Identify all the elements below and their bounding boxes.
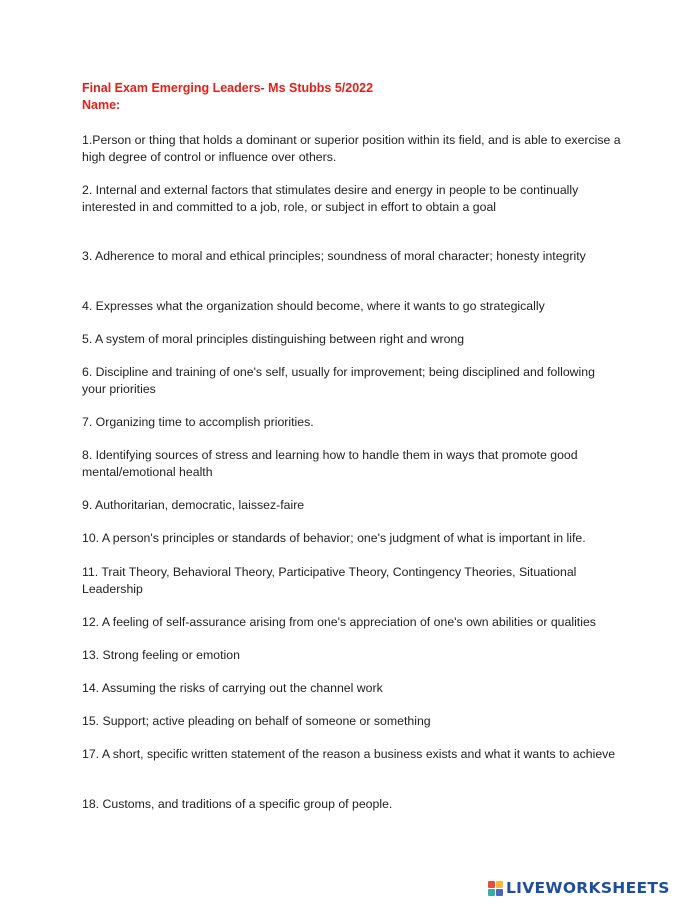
logo-square-e	[496, 889, 503, 896]
worksheet-title: Final Exam Emerging Leaders- Ms Stubbs 5/2022	[82, 81, 374, 95]
logo-square-l	[488, 881, 495, 888]
worksheet-header	[82, 80, 373, 114]
question-14: 14. Assuming the risks of carrying out the channel work	[82, 681, 383, 695]
question-2: 2. Internal and external factors that stimulates desire and energy in people to be continually interested in and committed to a job, role, or subject in effort to obtain a goal	[82, 183, 579, 214]
logo-square-i	[496, 881, 503, 888]
question-15: 15. Support; active pleading on behalf of someone or something	[82, 714, 431, 728]
question-5: 5. A system of moral principles distinguishing between right and wrong	[82, 332, 465, 346]
question-11: 11. Trait Theory, Behavioral Theory, Participative Theory, Contingency Theories, Situational Leadership	[82, 565, 577, 596]
question-3: 3. Adherence to moral and ethical principles; soundness of moral character; honesty integrity	[82, 249, 586, 263]
question-9: 9. Authoritarian, democratic, laissez-faire	[82, 498, 305, 512]
logo-text: LIVEWORKSHEETS	[506, 879, 670, 897]
name-label: Name:	[82, 98, 121, 112]
question-6: 6. Discipline and training of one's self, usually for improvement; being disciplined and following your priorities	[82, 365, 595, 396]
question-8: 8. Identifying sources of stress and learning how to handle them in ways that promote good mental/emotional health	[82, 448, 578, 479]
liveworksheets-logo-icon	[488, 881, 503, 896]
question-12: 12. A feeling of self-assurance arising from one's appreciation of one's own abilities or qualities	[82, 615, 596, 629]
question-18: 18. Customs, and traditions of a specific group of people.	[82, 797, 393, 811]
question-1: 1.Person or thing that holds a dominant or superior position within its field, and is able to exercise a high degree of control or influence over others.	[82, 133, 621, 164]
question-4: 4. Expresses what the organization should become, where it wants to go strategically	[82, 299, 545, 313]
question-17: 17. A short, specific written statement of the reason a business exists and what it wants to achieve	[82, 747, 616, 761]
question-10: 10. A person's principles or standards of behavior; one's judgment of what is important in life.	[82, 531, 586, 545]
logo-square-v	[488, 889, 495, 896]
liveworksheets-logo	[488, 877, 670, 899]
question-7: 7. Organizing time to accomplish priorities.	[82, 415, 314, 429]
question-13: 13. Strong feeling or emotion	[82, 648, 240, 662]
